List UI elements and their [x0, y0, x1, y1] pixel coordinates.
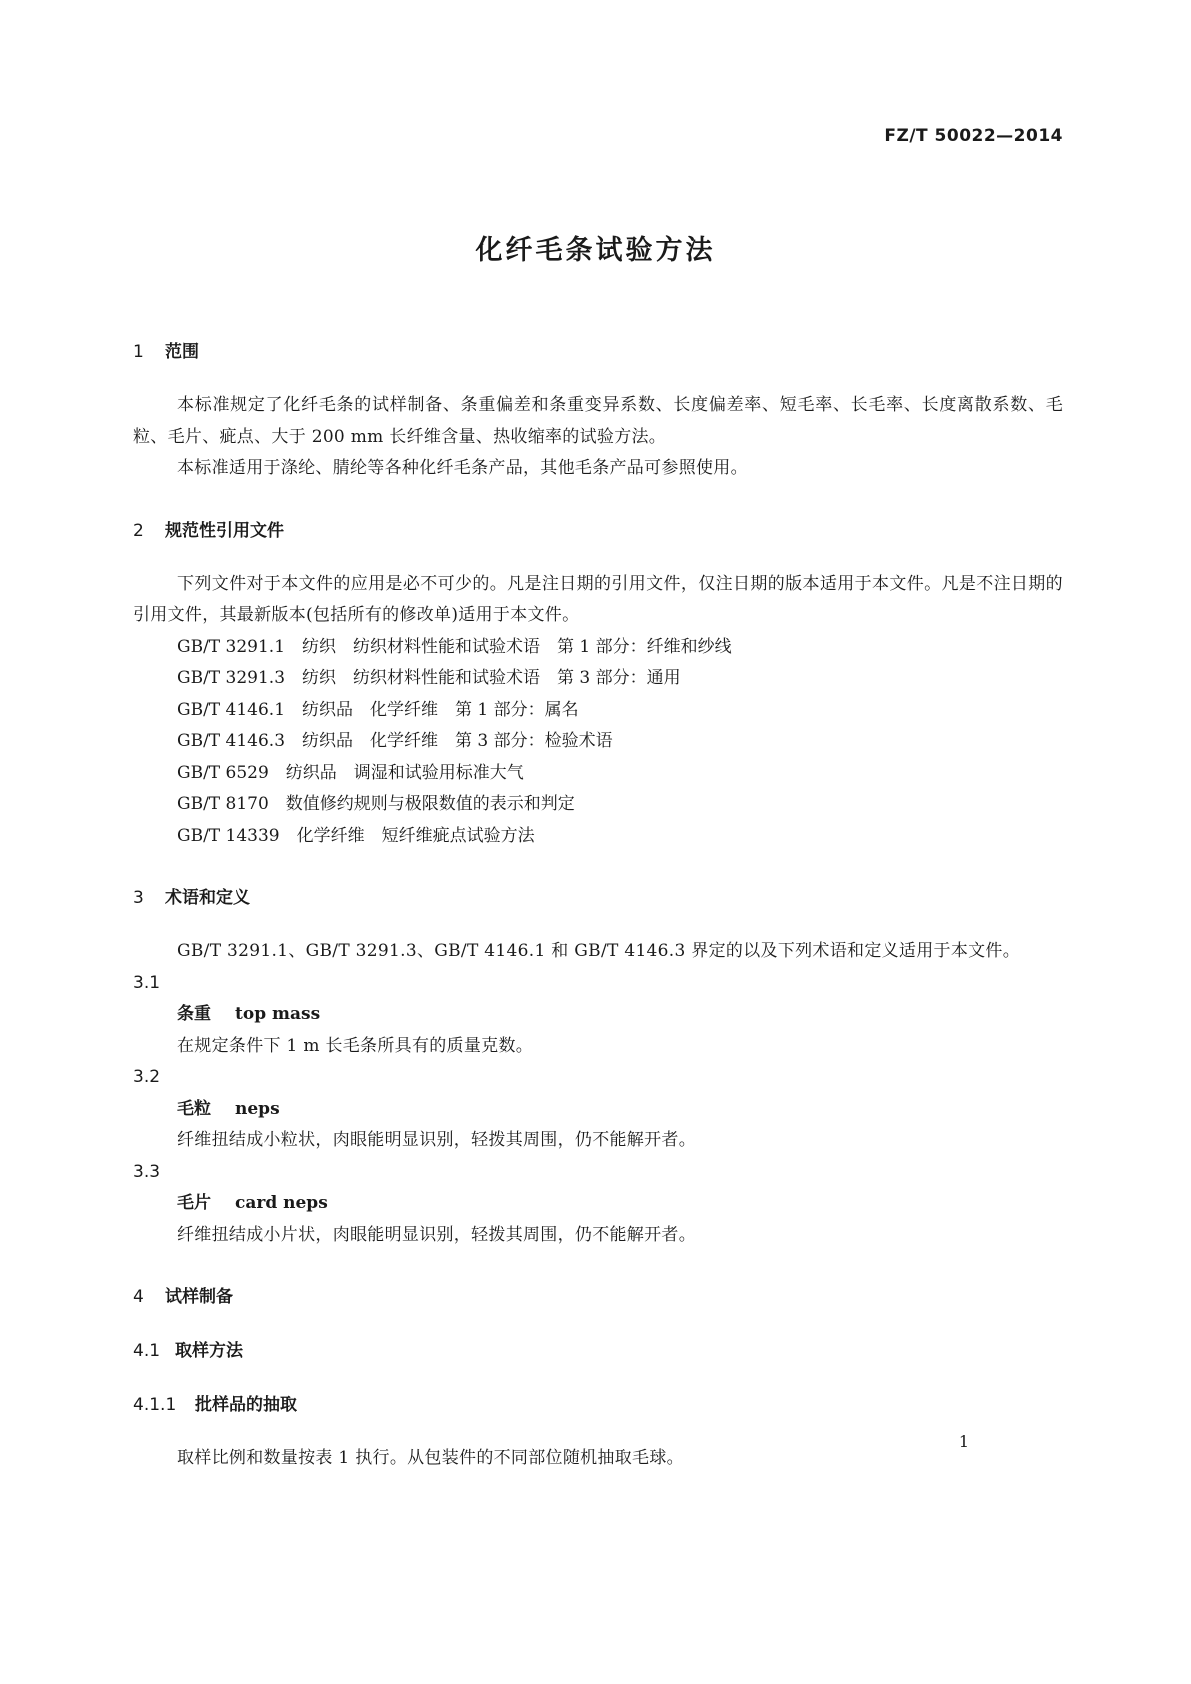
- term-number: 3.2: [133, 1067, 161, 1087]
- standard-code: FZ/T 50022—2014: [884, 126, 1063, 146]
- reference-item: GB/T 6529 纺织品 调湿和试验用标准大气: [177, 762, 524, 783]
- term-en: top mass: [235, 1004, 321, 1024]
- document-body: [133, 336, 1063, 1475]
- section-title: 规范性引用文件: [165, 520, 284, 541]
- section-title: 术语和定义: [165, 888, 250, 908]
- subsection-4-1-heading: [133, 1335, 1063, 1367]
- reference-item: GB/T 4146.1 纺织品 化学纤维 第 1 部分：属名: [177, 699, 579, 720]
- section-4-heading: [133, 1281, 1063, 1313]
- term-name: [133, 1094, 1063, 1126]
- reference-item: GB/T 3291.1 纺织 纺织材料性能和试验术语 第 1 部分：纤维和纱线: [177, 636, 732, 657]
- section-3-heading: [133, 882, 1063, 914]
- reference-item: GB/T 4146.3 纺织品 化学纤维 第 3 部分：检验术语: [177, 731, 613, 751]
- section-title: 范围: [165, 342, 199, 362]
- subsection-number: 4.1.1: [133, 1395, 177, 1415]
- section-title: 试样制备: [165, 1287, 233, 1307]
- term-name: [133, 999, 1063, 1031]
- reference-list: [133, 632, 1063, 853]
- term-number: 3.3: [133, 1161, 161, 1182]
- page-number: 1: [958, 1432, 969, 1451]
- term-definition: 在规定条件下 1 m 长毛条所具有的质量克数。: [177, 1035, 534, 1056]
- term-zh: 条重: [177, 1004, 211, 1024]
- subsection-title: 取样方法: [175, 1341, 243, 1361]
- term-en: neps: [235, 1098, 280, 1119]
- term-name: [133, 1188, 1063, 1220]
- section-number: 2: [133, 520, 144, 541]
- reference-item: GB/T 8170 数值修约规则与极限数值的表示和判定: [177, 794, 575, 814]
- term-definition: 纤维扭结成小片状，肉眼能明显识别，轻拨其周围，仍不能解开者。: [177, 1224, 696, 1245]
- subsection-title: 批样品的抽取: [195, 1395, 297, 1415]
- document-title: 化纤毛条试验方法: [475, 235, 716, 266]
- term-zh: 毛粒: [177, 1098, 211, 1119]
- paragraph: 下列文件对于本文件的应用是必不可少的。凡是注日期的引用文件，仅注日期的版本适用于本文件。凡是不注日期的引用文件，其最新版本(包括所有的修改单)适用于本文件。: [133, 573, 1063, 625]
- section-number: 4: [133, 1287, 144, 1307]
- section-1-heading: [133, 336, 1063, 368]
- paragraph: GB/T 3291.1、GB/T 3291.3、GB/T 4146.1 和 GB/T 4146.3 界定的以及下列术语和定义适用于本文件。: [177, 941, 1021, 961]
- paragraph: 取样比例和数量按表 1 执行。从包装件的不同部位随机抽取毛球。: [177, 1448, 684, 1468]
- term-number: 3.1: [133, 972, 161, 993]
- term-en: card neps: [235, 1193, 328, 1213]
- term-zh: 毛片: [177, 1193, 211, 1213]
- subsection-number: 4.1: [133, 1341, 161, 1361]
- reference-item: GB/T 3291.3 纺织 纺织材料性能和试验术语 第 3 部分：通用: [177, 668, 681, 688]
- paragraph: 本标准规定了化纤毛条的试样制备、条重偏差和条重变异系数、长度偏差率、短毛率、长毛率、长度离散系数、毛粒、毛片、疵点、大于 200 mm 长纤维含量、热收缩率的试验方法。: [133, 395, 1063, 447]
- term-definition: 纤维扭结成小粒状，肉眼能明显识别，轻拨其周围，仍不能解开者。: [177, 1130, 696, 1150]
- section-2-heading: [133, 515, 1063, 547]
- reference-item: GB/T 14339 化学纤维 短纤维疵点试验方法: [177, 825, 535, 846]
- subsection-4-1-1-heading: [133, 1389, 1063, 1421]
- section-number: 3: [133, 888, 144, 908]
- section-number: 1: [133, 342, 144, 362]
- paragraph: 本标准适用于涤纶、腈纶等各种化纤毛条产品，其他毛条产品可参照使用。: [177, 458, 748, 478]
